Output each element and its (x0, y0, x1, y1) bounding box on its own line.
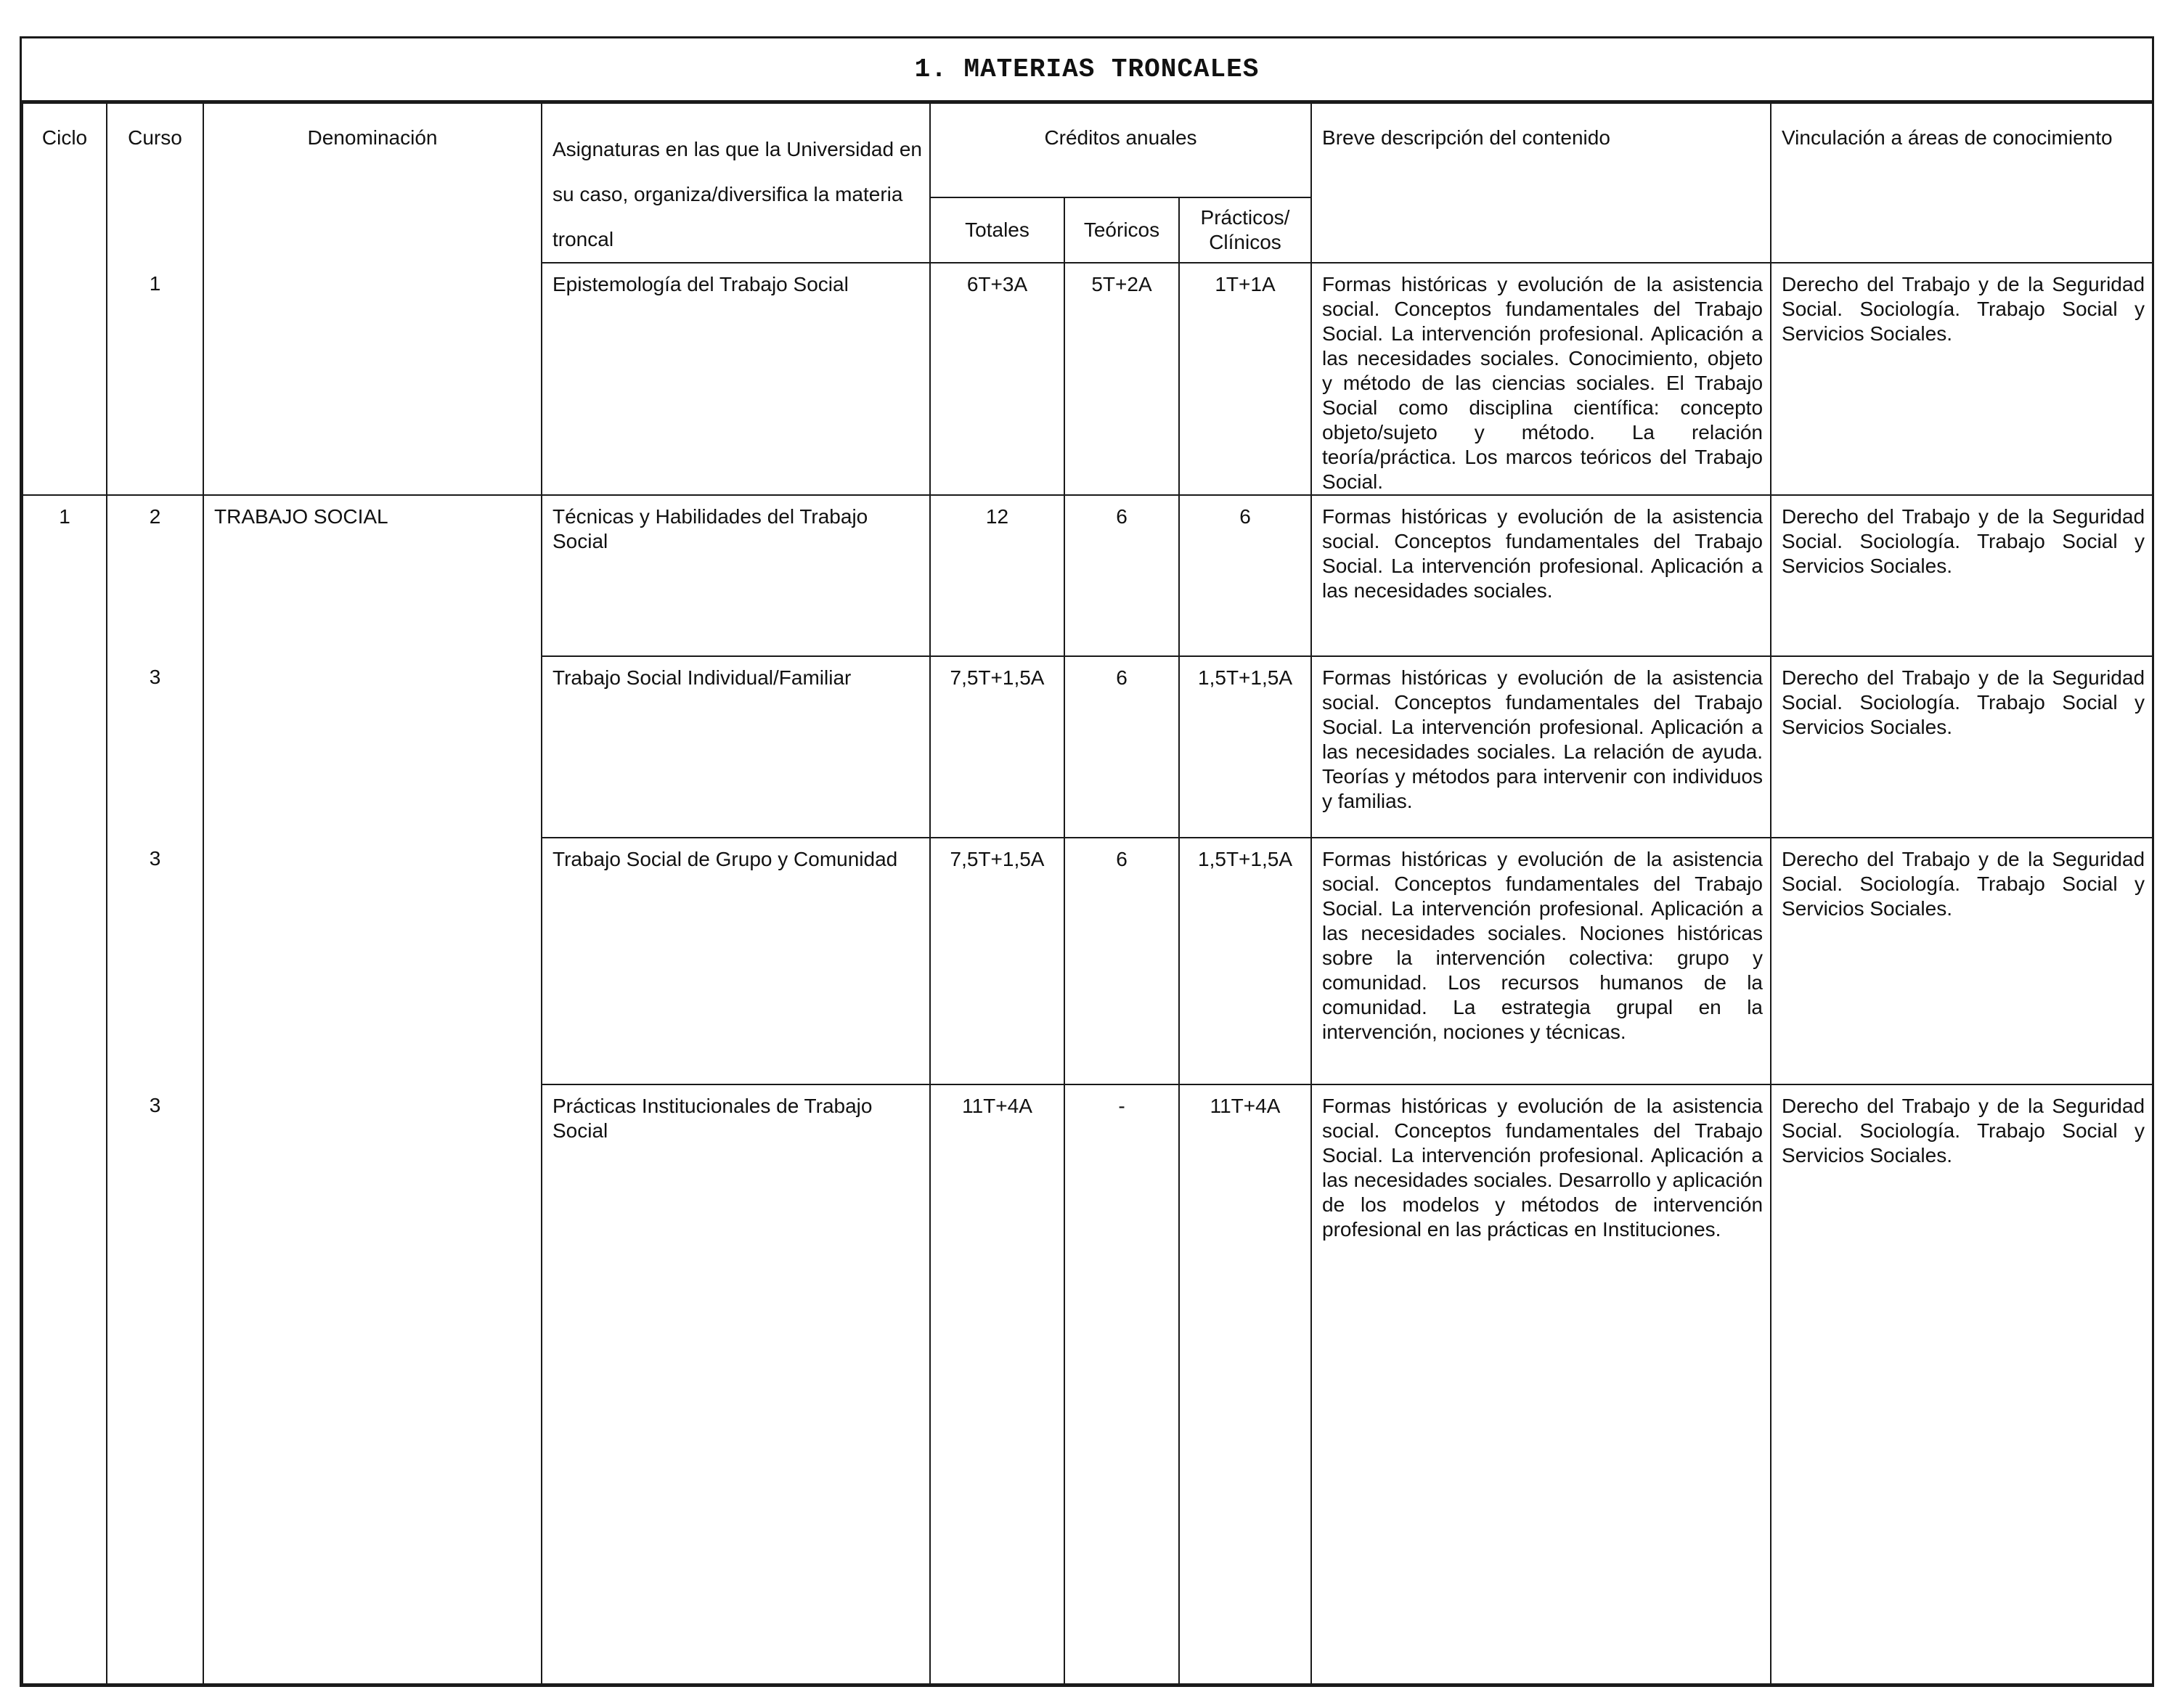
curso-cell: 2 (107, 495, 203, 656)
descripcion-cell: Formas históricas y evolución de la asistencia social. Conceptos fundamentales del Trabajo Social. La intervención profesional. Aplicación a las necesidades sociales. (1311, 495, 1771, 656)
totales-cell: 7,5T+1,5A (930, 838, 1064, 1084)
denominacion-cell-empty (203, 838, 542, 1084)
table-row (23, 656, 2153, 838)
practicos-cell: 1,5T+1,5A (1179, 656, 1311, 838)
ciclo-cell-empty (23, 656, 107, 838)
header-creditos: Créditos anuales (930, 103, 1311, 197)
descripcion-cell: Formas históricas y evolución de la asistencia social. Conceptos fundamentales del Trabajo Social. La intervención profesional. Aplicación a las necesidades sociales. Desarrollo y aplicación de los modelos y métodos de intervención profesional en las prácticas en Instituciones. (1311, 1084, 1771, 1684)
vinculacion-cell: Derecho del Trabajo y de la Seguridad Social. Sociología. Trabajo Social y Servicios Sociales. (1771, 263, 2153, 495)
descripcion-cell: Formas históricas y evolución de la asistencia social. Conceptos fundamentales del Trabajo Social. La intervención profesional. Aplicación a las necesidades sociales. Nociones históricas sobre la intervención colectiva: grupo y comunidad. Los recursos humanos de la comunidad. La estrategia grupal en la intervención, nociones y técnicas. (1311, 838, 1771, 1084)
asignatura-cell: Técnicas y Habilidades del Trabajo Social (542, 495, 930, 656)
descripcion-cell: Formas históricas y evolución de la asistencia social. Conceptos fundamentales del Trabajo Social. La intervención profesional. Aplicación a las necesidades sociales. Conocimiento, objeto y método de las ciencias sociales. El Trabajo Social como disciplina científica: concepto objeto/sujeto y método. La relación teoría/práctica. Los marcos teóricos del Trabajo Social. (1311, 263, 1771, 495)
materias-troncales-sheet (20, 36, 2154, 1687)
totales-cell: 12 (930, 495, 1064, 656)
teoricos-cell: 6 (1064, 656, 1179, 838)
header-ciclo: Ciclo (23, 103, 107, 263)
vinculacion-cell: Derecho del Trabajo y de la Seguridad Social. Sociología. Trabajo Social y Servicios Sociales. (1771, 495, 2153, 656)
vinculacion-cell: Derecho del Trabajo y de la Seguridad Social. Sociología. Trabajo Social y Servicios Sociales. (1771, 1084, 2153, 1684)
header-asignaturas: Asignaturas en las que la Universidad en su caso, organiza/diversifica la materia troncal (542, 103, 930, 263)
title-band (22, 38, 2152, 102)
vinculacion-cell: Derecho del Trabajo y de la Seguridad Social. Sociología. Trabajo Social y Servicios Sociales. (1771, 838, 2153, 1084)
table-row (23, 263, 2153, 495)
asignatura-cell: Epistemología del Trabajo Social (542, 263, 930, 495)
denominacion-cell-empty (203, 656, 542, 838)
denominacion-cell-empty (203, 263, 542, 495)
totales-cell: 7,5T+1,5A (930, 656, 1064, 838)
curso-cell: 1 (107, 263, 203, 495)
curso-cell: 3 (107, 656, 203, 838)
practicos-cell: 1,5T+1,5A (1179, 838, 1311, 1084)
table-row (23, 838, 2153, 1084)
asignatura-cell: Trabajo Social de Grupo y Comunidad (542, 838, 930, 1084)
curso-cell: 3 (107, 838, 203, 1084)
practicos-cell: 1T+1A (1179, 263, 1311, 495)
asignatura-cell: Trabajo Social Individual/Familiar (542, 656, 930, 838)
header-row (23, 103, 2153, 197)
ciclo-cell-empty (23, 263, 107, 495)
practicos-cell: 11T+4A (1179, 1084, 1311, 1684)
header-descripcion: Breve descripción del contenido (1311, 103, 1771, 263)
totales-cell: 6T+3A (930, 263, 1064, 495)
teoricos-cell: 5T+2A (1064, 263, 1179, 495)
teoricos-cell: 6 (1064, 495, 1179, 656)
curso-cell: 3 (107, 1084, 203, 1684)
table-row (23, 1084, 2153, 1684)
header-practicos: Prácticos/ Clínicos (1179, 197, 1311, 263)
materias-table (22, 102, 2153, 1685)
ciclo-cell-empty (23, 1084, 107, 1684)
asignatura-cell: Prácticas Institucionales de Trabajo Social (542, 1084, 930, 1684)
header-vinculacion: Vinculación a áreas de conocimiento (1771, 103, 2153, 263)
denominacion-cell-empty (203, 1084, 542, 1684)
descripcion-cell: Formas históricas y evolución de la asistencia social. Conceptos fundamentales del Trabajo Social. La intervención profesional. Aplicación a las necesidades sociales. La relación de ayuda. Teorías y métodos para intervenir con individuos y familias. (1311, 656, 1771, 838)
table-row (23, 495, 2153, 656)
header-teoricos: Teóricos (1064, 197, 1179, 263)
teoricos-cell: 6 (1064, 838, 1179, 1084)
totales-cell: 11T+4A (930, 1084, 1064, 1684)
page-title: 1. MATERIAS TRONCALES (914, 54, 1260, 84)
teoricos-cell: - (1064, 1084, 1179, 1684)
header-totales: Totales (930, 197, 1064, 263)
vinculacion-cell: Derecho del Trabajo y de la Seguridad Social. Sociología. Trabajo Social y Servicios Sociales. (1771, 656, 2153, 838)
ciclo-cell-empty (23, 838, 107, 1084)
practicos-cell: 6 (1179, 495, 1311, 656)
denominacion-cell: TRABAJO SOCIAL (203, 495, 542, 656)
header-curso: Curso (107, 103, 203, 263)
header-denominacion: Denominación (203, 103, 542, 263)
ciclo-cell: 1 (23, 495, 107, 656)
